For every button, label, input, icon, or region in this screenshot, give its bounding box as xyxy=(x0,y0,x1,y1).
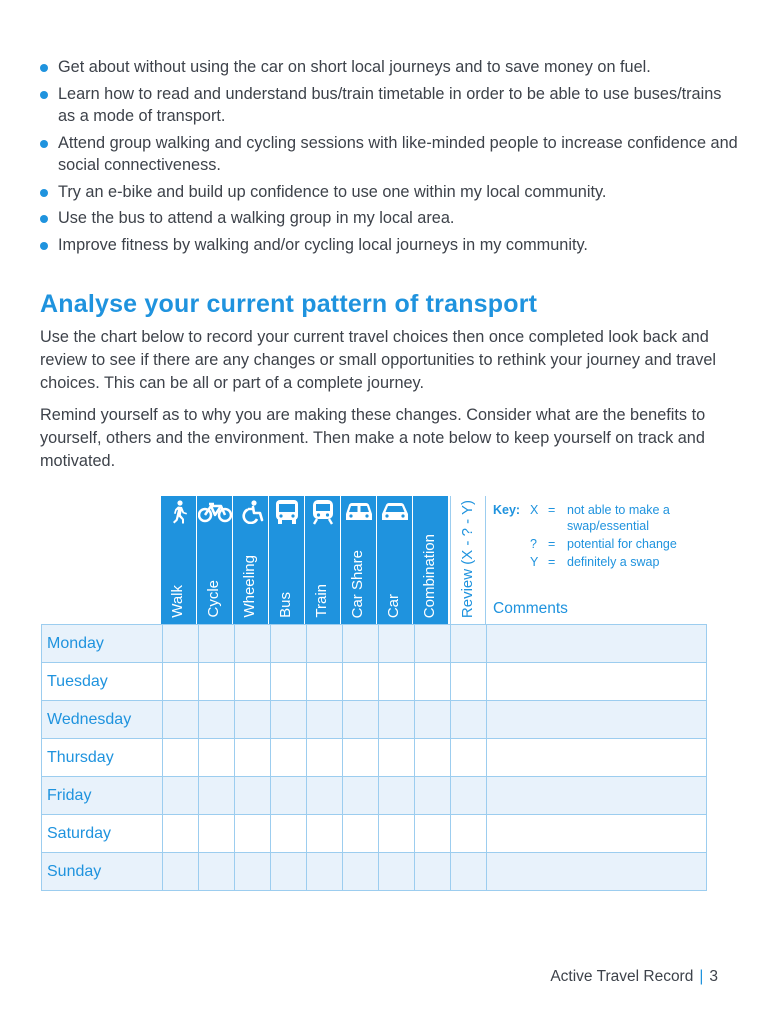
reminder-paragraph: Remind yourself as to why you are making these changes. Consider what are the benefits to yourself, others and the environment. Then make a note below to keep yourself on track and motivated. xyxy=(40,406,706,470)
table-row xyxy=(42,815,707,853)
footer-title: Active Travel Record xyxy=(550,968,694,985)
record-cell[interactable] xyxy=(271,701,307,739)
day-label: Sunday xyxy=(42,853,163,891)
key-item xyxy=(530,554,659,571)
record-cell[interactable] xyxy=(271,663,307,701)
key-title: Key: xyxy=(493,503,521,517)
column-label: Review (X - ? - Y) xyxy=(459,499,476,618)
record-cell[interactable] xyxy=(451,701,487,739)
record-cell[interactable] xyxy=(415,815,451,853)
record-cell[interactable] xyxy=(271,739,307,777)
goal-item xyxy=(40,234,740,257)
day-label: Monday xyxy=(42,625,163,663)
record-cell[interactable] xyxy=(343,853,379,891)
record-cell[interactable] xyxy=(163,815,199,853)
column-header-review xyxy=(450,496,486,624)
record-cell[interactable] xyxy=(343,815,379,853)
record-cell[interactable] xyxy=(271,815,307,853)
record-cell[interactable] xyxy=(307,625,343,663)
key-item xyxy=(530,502,670,519)
record-cell[interactable] xyxy=(307,853,343,891)
bullet-dot-icon xyxy=(40,189,48,197)
record-cell[interactable] xyxy=(163,853,199,891)
column-header-cycle xyxy=(197,496,233,624)
column-label: Walk xyxy=(169,585,186,618)
record-cell[interactable] xyxy=(415,625,451,663)
record-cell[interactable] xyxy=(235,815,271,853)
goal-text: Get about without using the car on short local journeys and to save money on fuel. xyxy=(58,58,651,76)
column-label: Train xyxy=(313,584,330,618)
goal-text: Use the bus to attend a walking group in my local area. xyxy=(58,209,455,227)
record-cell[interactable] xyxy=(199,815,235,853)
day-label: Saturday xyxy=(42,815,163,853)
goal-item xyxy=(40,181,740,204)
record-cell[interactable] xyxy=(451,663,487,701)
record-cell[interactable] xyxy=(163,625,199,663)
record-cell[interactable] xyxy=(379,701,415,739)
record-cell[interactable] xyxy=(415,739,451,777)
record-cell[interactable] xyxy=(235,739,271,777)
column-label: Cycle xyxy=(205,580,222,618)
record-cell[interactable] xyxy=(415,853,451,891)
key-symbol: X xyxy=(530,503,539,517)
key-equals: = xyxy=(548,503,556,517)
column-label: Car xyxy=(385,593,402,618)
column-header-car xyxy=(377,496,413,624)
column-header-bus xyxy=(269,496,305,624)
record-cell[interactable] xyxy=(163,739,199,777)
day-label: Friday xyxy=(42,777,163,815)
goals-list xyxy=(40,56,740,260)
column-label: Combination xyxy=(421,533,438,618)
record-cell[interactable] xyxy=(379,663,415,701)
column-header-walk xyxy=(161,496,197,624)
record-cell[interactable] xyxy=(163,777,199,815)
record-cell[interactable] xyxy=(271,853,307,891)
record-cell[interactable] xyxy=(163,701,199,739)
record-cell[interactable] xyxy=(415,701,451,739)
goal-text: Try an e-bike and build up confidence to use one within my local community. xyxy=(58,182,607,201)
key-description: potential for change xyxy=(567,537,677,551)
record-cell[interactable] xyxy=(307,777,343,815)
record-cell[interactable] xyxy=(379,853,415,891)
day-label: Thursday xyxy=(42,739,163,777)
record-cell[interactable] xyxy=(343,701,379,739)
column-header-car-share xyxy=(341,496,377,624)
record-cell[interactable] xyxy=(199,739,235,777)
bus-icon xyxy=(269,499,305,525)
car-share-icon xyxy=(341,499,377,525)
column-label: Car Share xyxy=(349,549,366,618)
table-row xyxy=(42,739,707,777)
record-cell[interactable] xyxy=(379,777,415,815)
record-cell[interactable] xyxy=(451,625,487,663)
bullet-dot-icon xyxy=(40,64,48,72)
goal-text: Learn how to read and understand bus/train timetable in order to be able to use buses/trains as a mode of transport. xyxy=(58,84,722,125)
weekly-travel-table xyxy=(41,624,707,891)
comment-cell[interactable] xyxy=(487,815,707,853)
comment-cell[interactable] xyxy=(487,625,707,663)
goal-text: Improve fitness by walking and/or cycling local journeys in my community. xyxy=(58,235,588,254)
record-cell[interactable] xyxy=(307,663,343,701)
record-cell[interactable] xyxy=(199,777,235,815)
record-cell[interactable] xyxy=(343,625,379,663)
comment-cell[interactable] xyxy=(487,663,707,701)
record-cell[interactable] xyxy=(163,663,199,701)
walk-icon xyxy=(161,499,197,525)
record-cell[interactable] xyxy=(451,777,487,815)
table-row xyxy=(42,625,707,663)
record-cell[interactable] xyxy=(415,777,451,815)
comment-cell[interactable] xyxy=(487,739,707,777)
record-cell[interactable] xyxy=(379,815,415,853)
bullet-dot-icon xyxy=(40,242,48,250)
record-cell[interactable] xyxy=(415,663,451,701)
record-cell[interactable] xyxy=(235,853,271,891)
record-cell[interactable] xyxy=(235,625,271,663)
column-label: Wheeling xyxy=(241,555,258,618)
column-header-train xyxy=(305,496,341,624)
key-description: swap/essential xyxy=(567,519,649,533)
page-footer xyxy=(550,968,718,986)
record-cell[interactable] xyxy=(235,663,271,701)
key-equals: = xyxy=(548,537,556,551)
goal-item xyxy=(40,132,740,177)
goal-text: Attend group walking and cycling sessions with like-minded people to increase confidence and social connectiveness. xyxy=(58,133,738,174)
record-cell[interactable] xyxy=(271,625,307,663)
record-cell[interactable] xyxy=(307,701,343,739)
record-cell[interactable] xyxy=(235,777,271,815)
key-symbol: ? xyxy=(530,537,537,551)
key-description: not able to make a xyxy=(567,503,670,517)
record-cell[interactable] xyxy=(199,625,235,663)
bullet-dot-icon xyxy=(40,215,48,223)
comment-cell[interactable] xyxy=(487,701,707,739)
table-row xyxy=(42,701,707,739)
record-cell[interactable] xyxy=(343,777,379,815)
bullet-dot-icon xyxy=(40,91,48,99)
record-cell[interactable] xyxy=(235,701,271,739)
train-icon xyxy=(305,499,341,525)
key-item xyxy=(530,536,677,553)
page-number: 3 xyxy=(709,968,718,985)
car-icon xyxy=(377,499,413,525)
record-cell[interactable] xyxy=(199,701,235,739)
footer-separator: | xyxy=(699,968,704,985)
key-description: definitely a swap xyxy=(567,555,660,569)
record-cell[interactable] xyxy=(307,815,343,853)
goal-item xyxy=(40,207,740,230)
record-cell[interactable] xyxy=(451,739,487,777)
goal-item xyxy=(40,56,740,79)
table-row xyxy=(42,777,707,815)
table-row xyxy=(42,853,707,891)
bullet-dot-icon xyxy=(40,140,48,148)
record-cell[interactable] xyxy=(451,853,487,891)
comment-cell[interactable] xyxy=(487,853,707,891)
column-header-combination xyxy=(413,496,449,624)
key-equals: = xyxy=(548,555,556,569)
record-cell[interactable] xyxy=(199,853,235,891)
record-cell[interactable] xyxy=(451,815,487,853)
key-symbol: Y xyxy=(530,555,539,569)
table-row xyxy=(42,663,707,701)
record-cell[interactable] xyxy=(343,739,379,777)
column-header-wheeling xyxy=(233,496,269,624)
key-item-continued xyxy=(567,518,649,535)
wheelchair-icon xyxy=(233,499,269,525)
intro-paragraph: Use the chart below to record your current travel choices then once completed look back and review to see if there are any changes or small opportunities to rethink your journey and travel choices. This can be all or part of a complete journey. xyxy=(40,328,717,392)
goal-item xyxy=(40,83,740,128)
comments-label: Comments xyxy=(493,600,568,617)
record-cell[interactable] xyxy=(379,625,415,663)
record-cell[interactable] xyxy=(343,663,379,701)
column-label: Bus xyxy=(277,592,294,618)
bicycle-icon xyxy=(197,499,233,525)
record-cell[interactable] xyxy=(271,777,307,815)
day-label: Wednesday xyxy=(42,701,163,739)
comment-cell[interactable] xyxy=(487,777,707,815)
day-label: Tuesday xyxy=(42,663,163,701)
record-cell[interactable] xyxy=(379,739,415,777)
record-cell[interactable] xyxy=(307,739,343,777)
record-cell[interactable] xyxy=(199,663,235,701)
section-heading: Analyse your current pattern of transport xyxy=(40,290,538,318)
